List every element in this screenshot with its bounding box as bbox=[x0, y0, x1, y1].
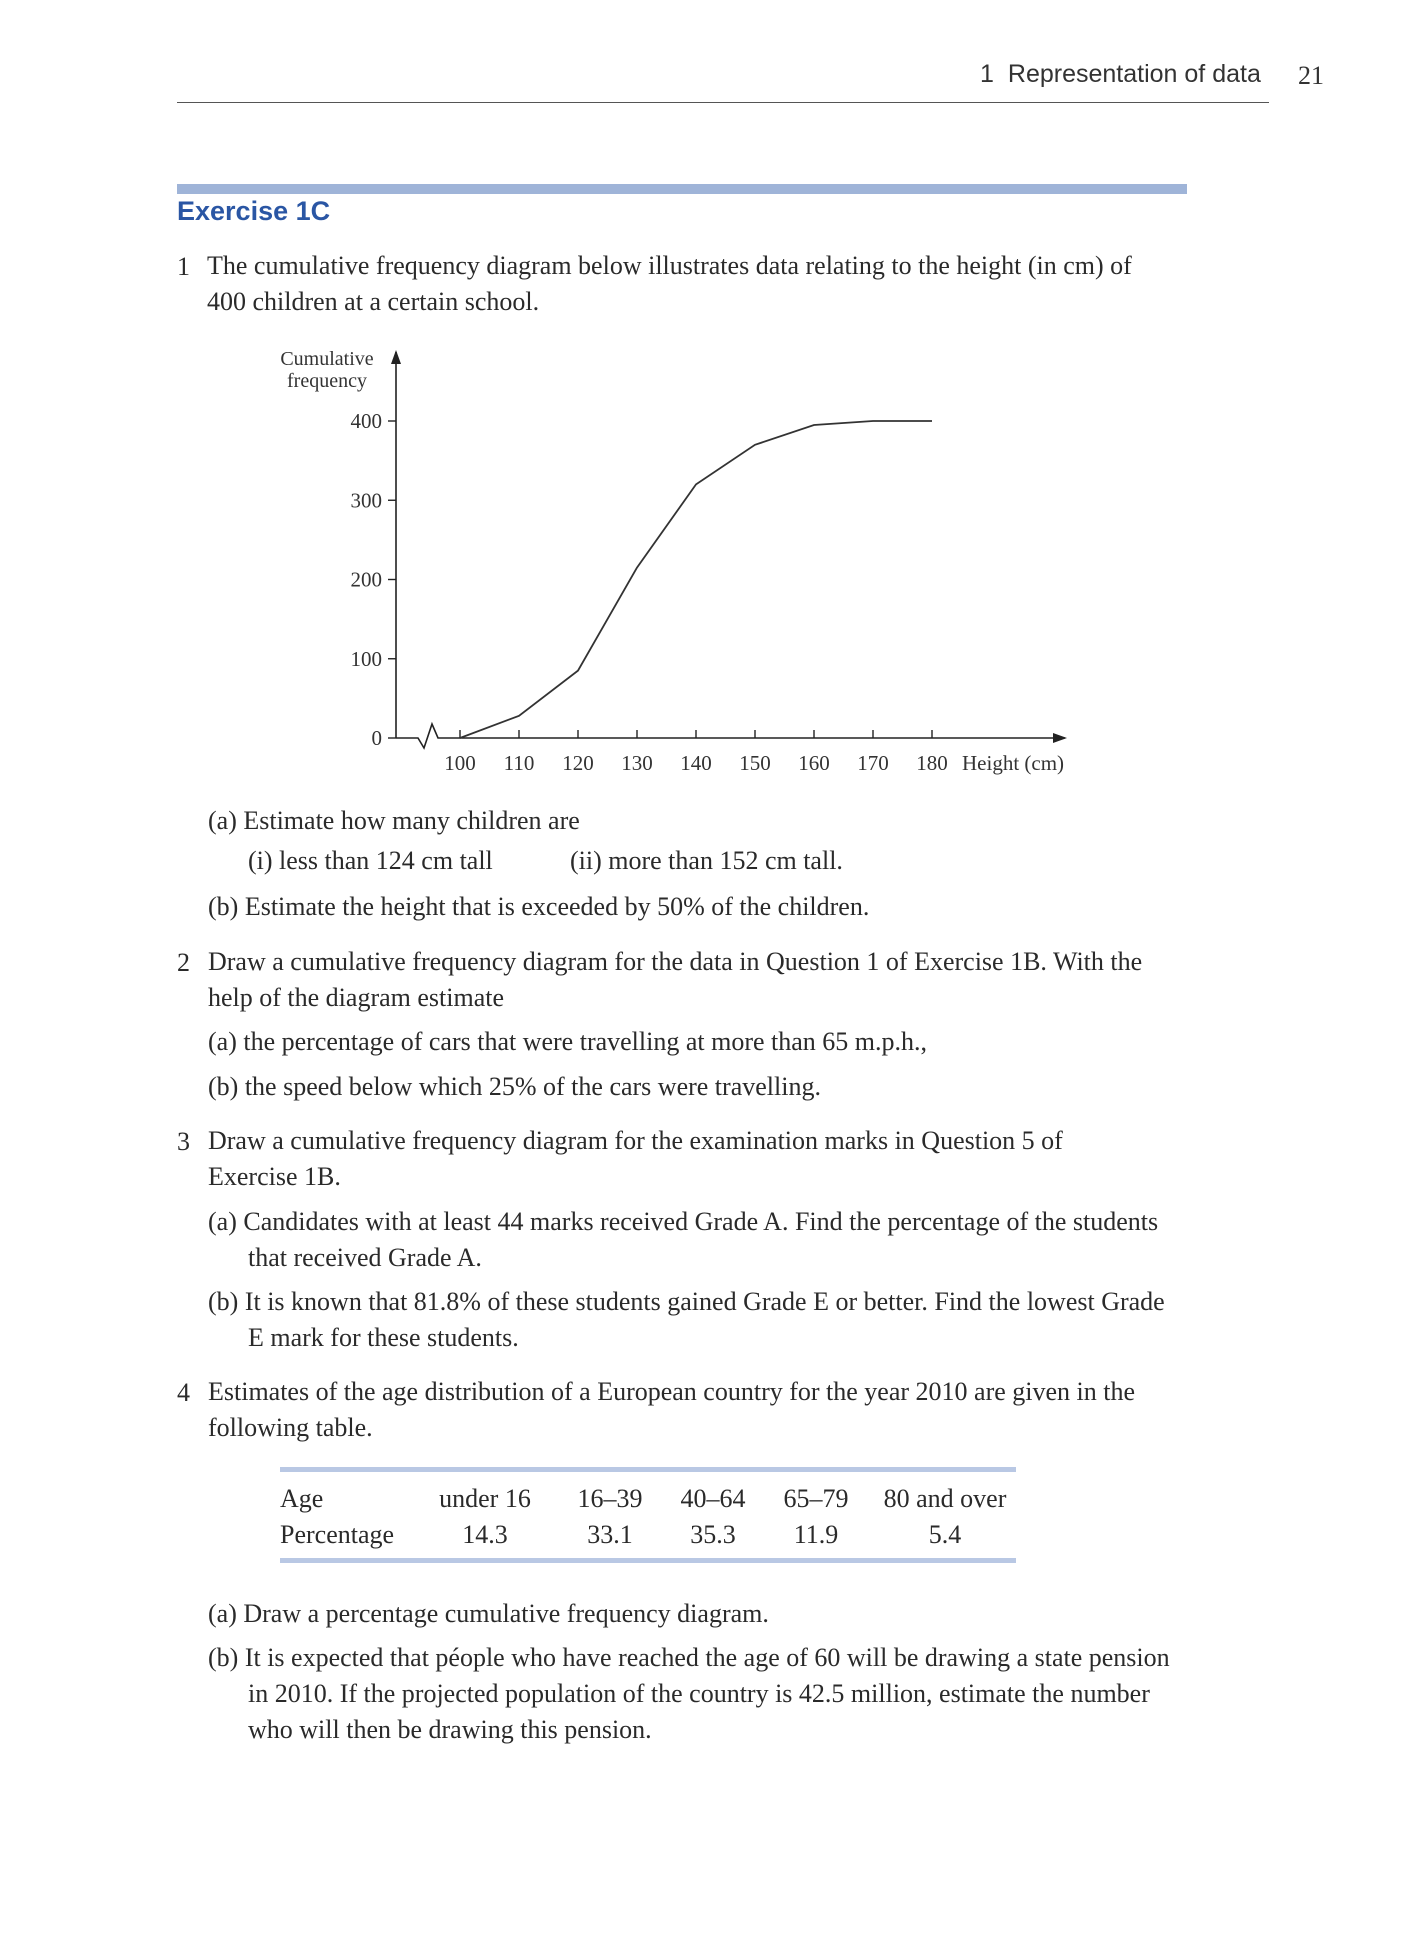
cumulative-frequency-chart bbox=[0, 0, 1401, 800]
x-tick-label: 100 bbox=[444, 751, 476, 775]
table-age-cell: 40–64 bbox=[680, 1484, 746, 1513]
question-3-line-2: Exercise 1B. bbox=[208, 1162, 341, 1191]
question-1-number: 1 bbox=[177, 252, 190, 281]
chapter-title: Representation of data bbox=[1007, 60, 1261, 88]
question-4-part-a: (a) Draw a percentage cumulative frequency diagram. bbox=[208, 1599, 769, 1628]
chapter-number: 1 bbox=[980, 60, 994, 88]
question-3-line-1: Draw a cumulative frequency diagram for the examination marks in Question 5 of bbox=[208, 1126, 1063, 1155]
question-1-line-1: The cumulative frequency diagram below illustrates data relating to the height (in cm) of bbox=[207, 251, 1132, 280]
table-row-label-age: Age bbox=[280, 1484, 324, 1513]
y-tick-label: 100 bbox=[350, 646, 382, 671]
question-2-line-2: help of the diagram estimate bbox=[208, 983, 505, 1012]
question-3-number: 3 bbox=[177, 1127, 190, 1156]
x-tick-label: 180 bbox=[916, 751, 948, 775]
question-4-line-1: Estimates of the age distribution of a European country for the year 2010 are given in the bbox=[208, 1377, 1136, 1406]
question-4-number: 4 bbox=[177, 1378, 190, 1407]
table-percentage-cell: 14.3 bbox=[462, 1520, 508, 1549]
question-3-part-b-line-2: E mark for these students. bbox=[248, 1323, 519, 1352]
axis-ticks bbox=[388, 421, 932, 738]
x-tick-label: 120 bbox=[562, 751, 594, 775]
question-2-text bbox=[208, 944, 1288, 1016]
table-percentage-cell: 11.9 bbox=[793, 1520, 839, 1549]
x-tick-label: 110 bbox=[503, 751, 535, 775]
x-axis-label: Height (cm) bbox=[962, 751, 1065, 775]
y-tick-label: 400 bbox=[350, 409, 382, 433]
question-4-part-b-line-1: (b) It is expected that péople who have reached the age of 60 will be drawing a state pension bbox=[208, 1643, 1170, 1672]
question-3-part-a bbox=[208, 1204, 1288, 1276]
y-axis-label-line-1: Cumulative bbox=[280, 348, 374, 370]
x-tick-label: 150 bbox=[739, 751, 771, 775]
x-tick-label: 140 bbox=[680, 751, 712, 775]
y-tick-label: 0 bbox=[371, 726, 382, 750]
question-3-part-b-line-1: (b) It is known that 81.8% of these students gained Grade E or better. Find the lowest Grade bbox=[208, 1287, 1165, 1316]
x-tick-label: 170 bbox=[857, 751, 889, 775]
question-1-part-a-i: (i) less than 124 cm tall bbox=[248, 846, 493, 875]
question-3-part-b bbox=[208, 1284, 1288, 1356]
question-2-number: 2 bbox=[177, 948, 190, 977]
table-top-rule bbox=[280, 1467, 1016, 1472]
question-1-line-2: 400 children at a certain school. bbox=[207, 287, 540, 316]
y-tick-label: 300 bbox=[350, 488, 382, 513]
x-axis-broken bbox=[396, 724, 1065, 748]
table-row-label-percentage: Percentage bbox=[280, 1520, 395, 1549]
question-3-text bbox=[208, 1123, 1288, 1195]
question-2-part-a: (a) the percentage of cars that were travelling at more than 65 m.p.h., bbox=[208, 1027, 928, 1056]
table-age-cell: 65–79 bbox=[783, 1484, 849, 1513]
series-line bbox=[460, 421, 932, 738]
exercise-title: Exercise 1C bbox=[177, 196, 331, 226]
x-tick-label: 160 bbox=[798, 751, 830, 775]
question-3-part-a-line-2: that received Grade A. bbox=[248, 1243, 482, 1272]
question-1-part-b: (b) Estimate the height that is exceeded by 50% of the children. bbox=[208, 892, 870, 921]
question-4-part-b-line-3: who will then be drawing this pension. bbox=[248, 1715, 652, 1744]
question-2-part-b: (b) the speed below which 25% of the cars were travelling. bbox=[208, 1072, 821, 1101]
table-bottom-rule bbox=[280, 1558, 1016, 1563]
question-1-part-a: (a) Estimate how many children are bbox=[208, 806, 580, 835]
table-age-cell: 16–39 bbox=[577, 1484, 643, 1513]
question-4-line-2: following table. bbox=[208, 1413, 373, 1442]
y-axis-label-line-2: frequency bbox=[287, 370, 367, 392]
question-3-part-a-line-1: (a) Candidates with at least 44 marks received Grade A. Find the percentage of the students bbox=[208, 1207, 1159, 1236]
table-age-cell: 80 and over bbox=[883, 1484, 1007, 1513]
page-number: 21 bbox=[1298, 61, 1324, 90]
table-percentage-cell: 33.1 bbox=[587, 1520, 633, 1549]
table-percentage-cell: 35.3 bbox=[690, 1520, 736, 1549]
table-age-cell: under 16 bbox=[439, 1484, 531, 1513]
question-4-part-b-line-2: in 2010. If the projected population of the country is 42.5 million, estimate the number bbox=[248, 1679, 1150, 1708]
table-percentage-cell: 5.4 bbox=[928, 1520, 962, 1549]
question-4-text bbox=[208, 1374, 1288, 1446]
question-4-part-b bbox=[208, 1640, 1298, 1748]
y-tick-label: 200 bbox=[350, 567, 382, 592]
x-tick-label: 130 bbox=[621, 751, 653, 775]
tick-labels bbox=[351, 409, 948, 775]
question-1-part-a-ii: (ii) more than 152 cm tall. bbox=[570, 846, 843, 875]
question-2-line-1: Draw a cumulative frequency diagram for the data in Question 1 of Exercise 1B. With the bbox=[208, 947, 1143, 976]
